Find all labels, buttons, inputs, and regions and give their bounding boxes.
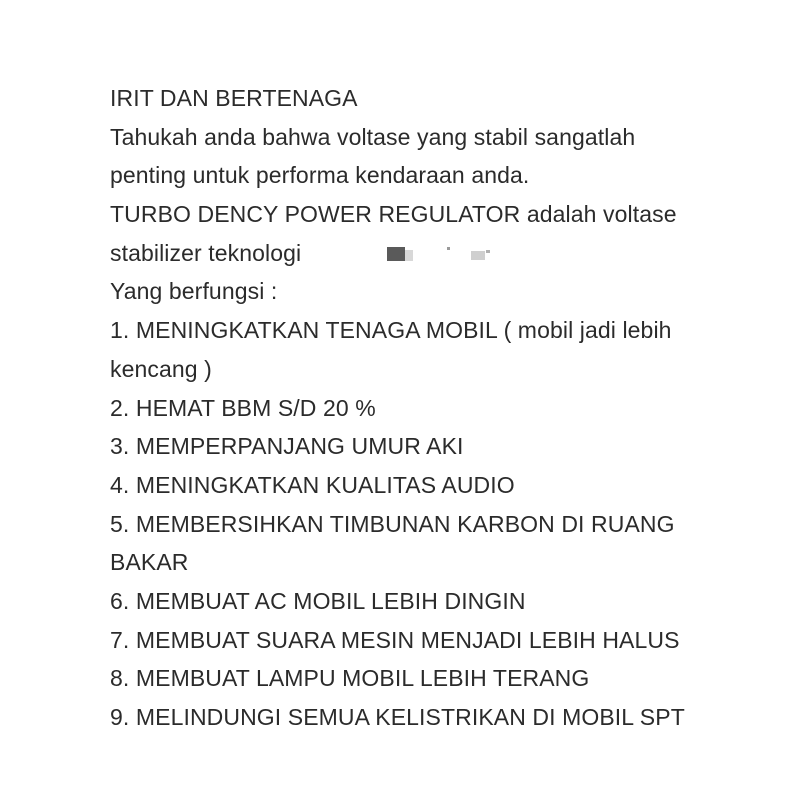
function-item-1-line-2: kencang ) [110,355,212,382]
function-item-8: 8. MEMBUAT LAMPU MOBIL LEBIH TERANG [110,665,590,692]
function-item-7: 7. MEMBUAT SUARA MESIN MENJADI LEBIH HALUS [110,626,680,653]
document-title: IRIT DAN BERTENAGA [110,85,358,111]
function-item-1-line-1: 1. MENINGKATKAN TENAGA MOBIL ( mobil jadi lebih [110,317,672,344]
product-text-line-2-row [110,234,750,273]
redacted-text-mark [381,245,501,265]
function-item-9: 9. MELINDUNGI SEMUA KELISTRIKAN DI MOBIL SPT [110,704,685,730]
function-item-3: 3. MEMPERPANJANG UMUR AKI [110,433,464,460]
intro-text-line-1: Tahukah anda bahwa voltase yang stabil sangatlah [110,123,636,150]
functions-heading: Yang berfungsi : [110,278,278,305]
function-item-4: 4. MENINGKATKAN KUALITAS AUDIO [110,471,515,498]
function-item-5-line-1: 5. MEMBERSIHKAN TIMBUNAN KARBON DI RUANG [110,510,675,537]
product-description [110,79,750,737]
intro-text-line-2: penting untuk performa kendaraan anda. [110,162,530,189]
function-item-6: 6. MEMBUAT AC MOBIL LEBIH DINGIN [110,587,526,614]
product-text-line-2: stabilizer teknologi [110,239,302,266]
function-item-5-line-2: BAKAR [110,549,189,576]
function-item-2: 2. HEMAT BBM S/D 20 % [110,394,376,421]
product-text-line-1: TURBO DENCY POWER REGULATOR adalah voltase [110,201,677,228]
